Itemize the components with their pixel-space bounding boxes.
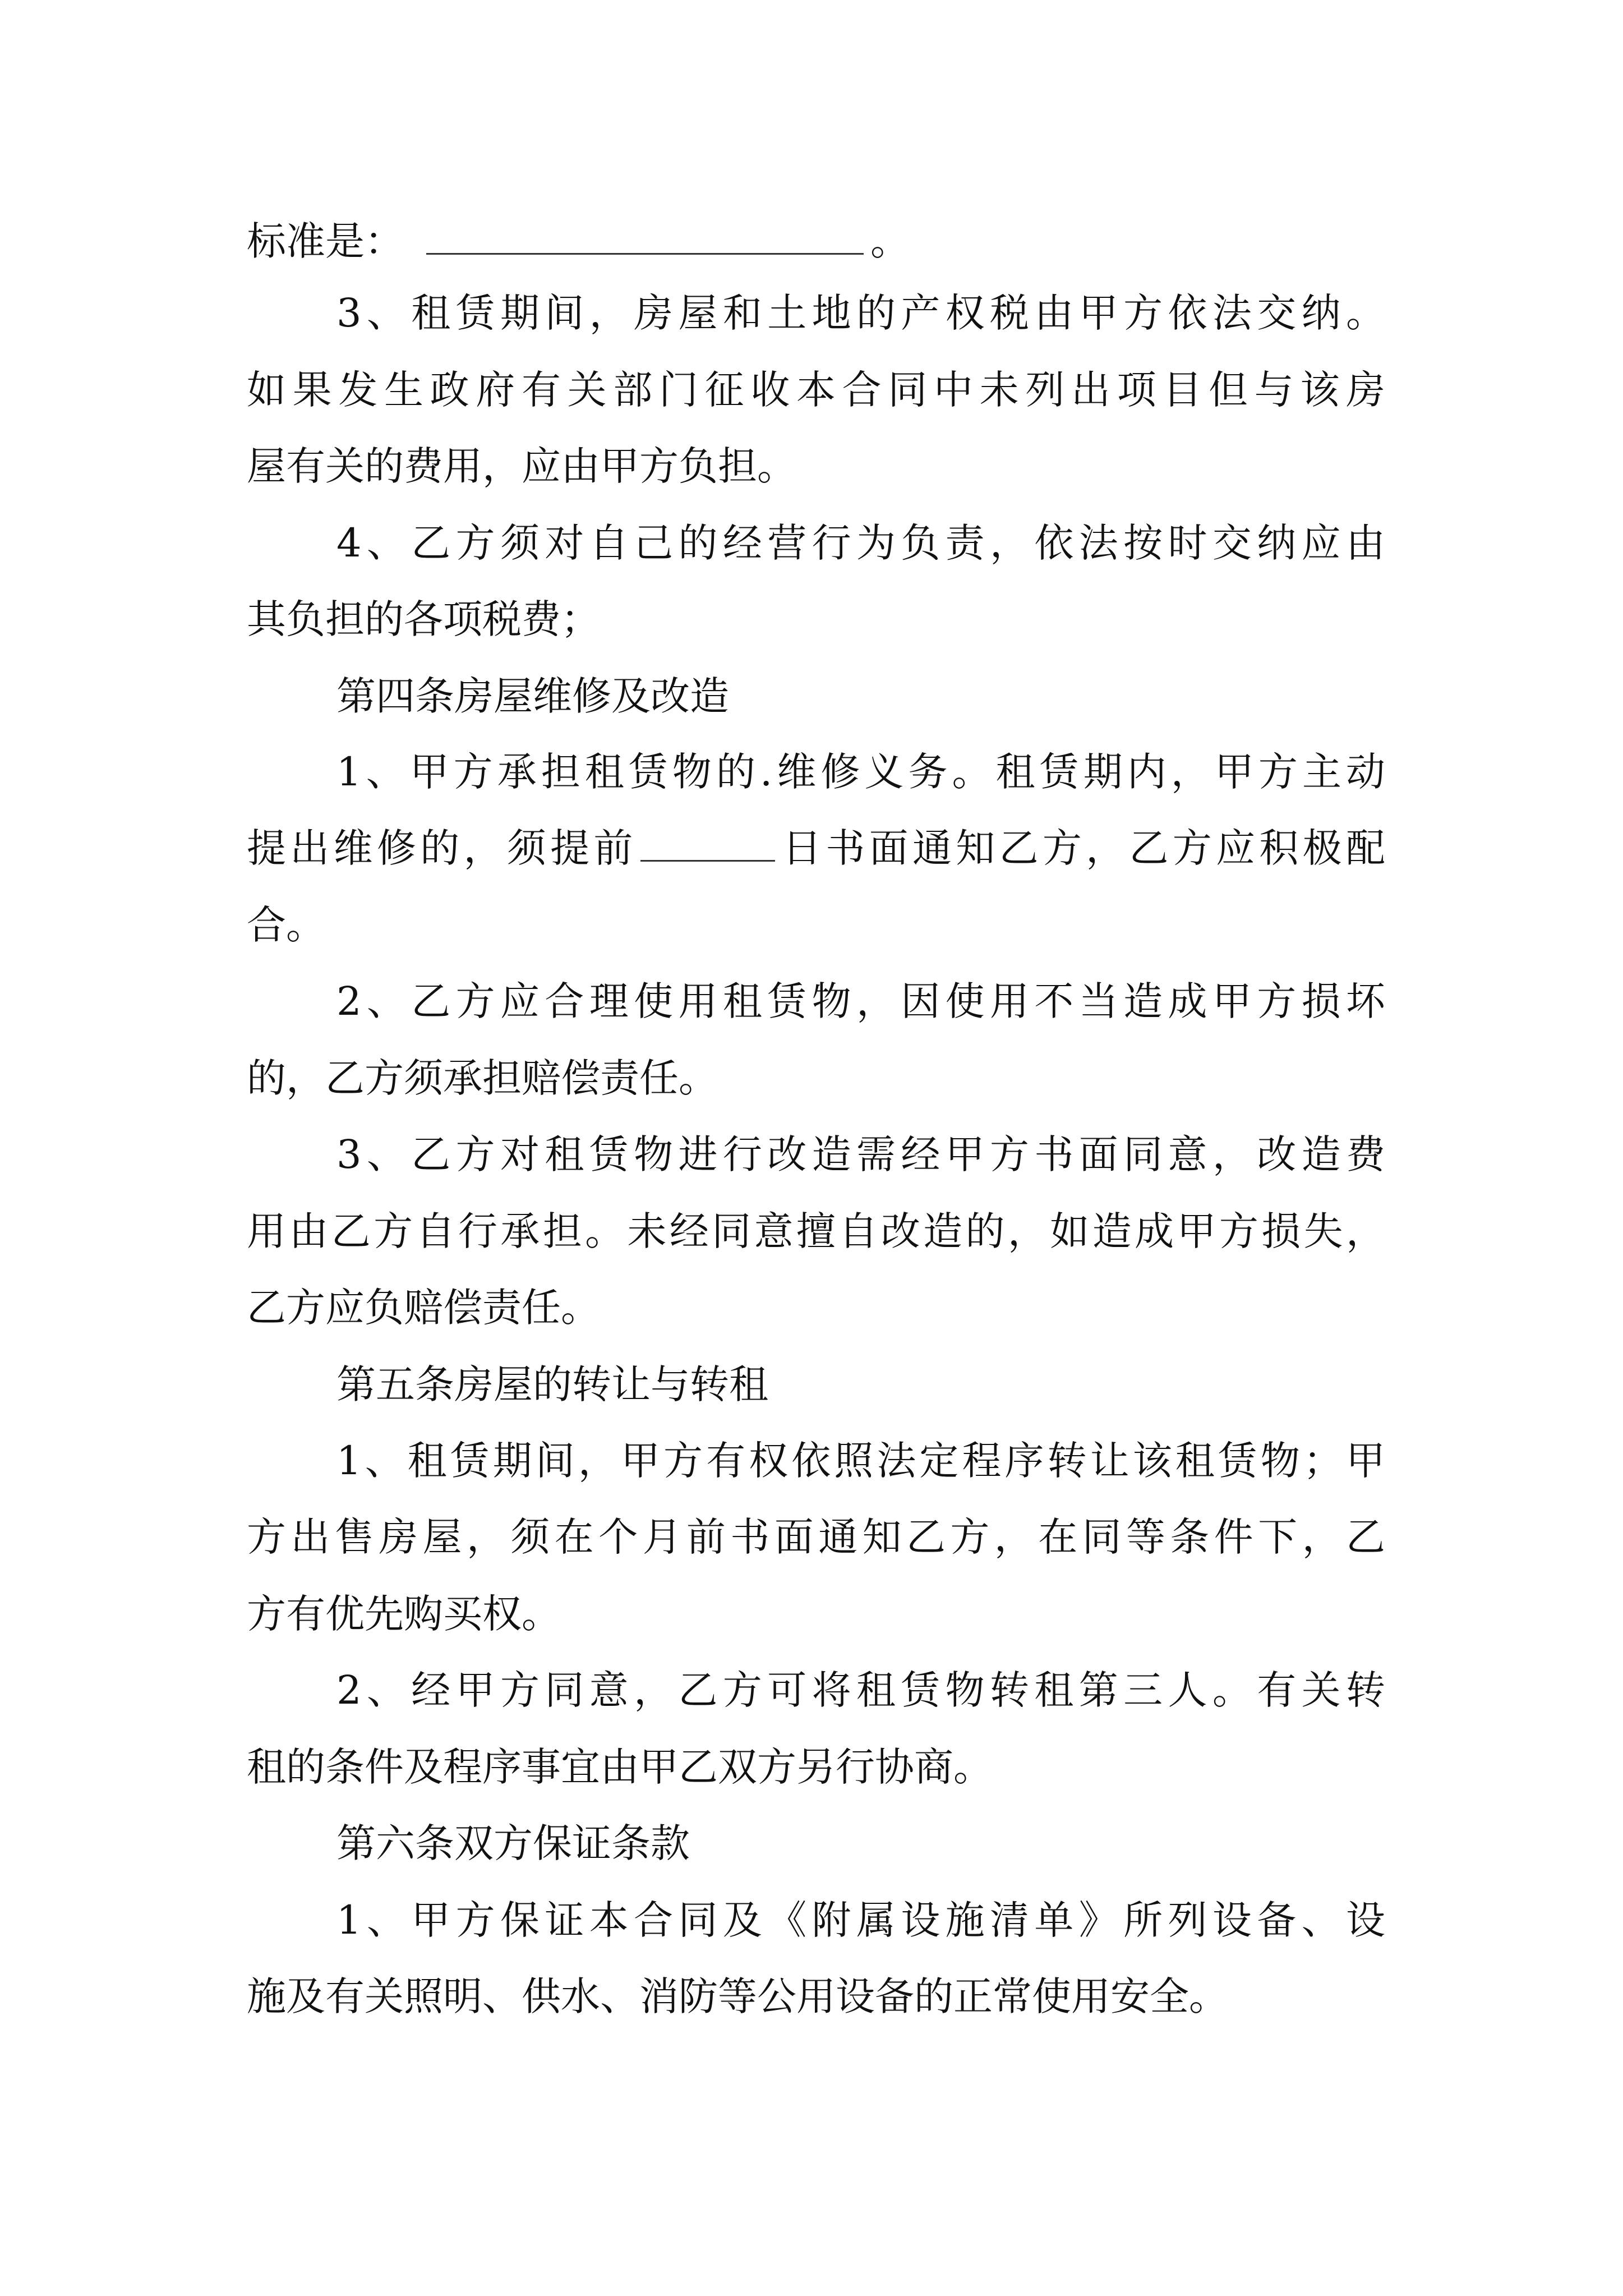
paragraph-line: 施及有关照明、供水、消防等公用设备的正常使用安全。 xyxy=(247,1973,1228,2019)
paragraph-line: 1、甲方承担租赁物的.维修义务。租赁期内，甲方主动 xyxy=(336,749,1385,795)
paragraph-line: 方有优先购买权。 xyxy=(247,1591,561,1637)
article-heading: 第四条房屋维修及改造 xyxy=(336,673,729,719)
paragraph-line: 4、乙方须对自己的经营行为负责，依法按时交纳应由 xyxy=(336,520,1385,566)
paragraph-line: 的，乙方须承担赔偿责任。 xyxy=(247,1055,718,1101)
paragraph-line: 其负担的各项税费； xyxy=(247,596,600,642)
paragraph-line xyxy=(247,820,1385,876)
article-heading: 第六条双方保证条款 xyxy=(336,1820,690,1866)
paragraph-line: 方出售房屋，须在个月前书面通知乙方，在同等条件下，乙 xyxy=(247,1514,1385,1560)
line-prefix: 提出维修的，须提前 xyxy=(247,825,637,871)
paragraph-line: 2、经甲方同意，乙方可将租赁物转租第三人。有关转 xyxy=(336,1667,1385,1713)
standard-suffix: 。 xyxy=(870,218,910,264)
paragraph-line: 合。 xyxy=(247,902,325,948)
paragraph-line: 如果发生政府有关部门征收本合同中未列出项目但与该房 xyxy=(247,367,1385,413)
standard-line xyxy=(247,213,1385,269)
fill-in-blank xyxy=(640,825,775,862)
article-heading: 第五条房屋的转让与转租 xyxy=(336,1361,768,1407)
paragraph-line: 屋有关的费用，应由甲方负担。 xyxy=(247,443,796,489)
paragraph-line: 1、甲方保证本合同及《附属设施清单》所列设备、设 xyxy=(336,1897,1385,1943)
paragraph-line: 2、乙方应合理使用租赁物，因使用不当造成甲方损坏 xyxy=(336,978,1385,1024)
paragraph-line: 3、租赁期间，房屋和土地的产权税由甲方依法交纳。 xyxy=(336,290,1385,336)
paragraph-line: 乙方应负赔偿责任。 xyxy=(247,1285,600,1331)
line-suffix: 日书面通知乙方，乙方应积极配 xyxy=(778,825,1385,871)
standard-label: 标准是： xyxy=(247,218,404,264)
paragraph-line: 3、乙方对租赁物进行改造需经甲方书面同意，改造费 xyxy=(336,1131,1385,1177)
paragraph-line: 用由乙方自行承担。未经同意擅自改造的，如造成甲方损失， xyxy=(247,1208,1385,1254)
fill-in-blank xyxy=(426,218,864,255)
paragraph-line: 租的条件及程序事宜由甲乙双方另行协商。 xyxy=(247,1744,993,1790)
paragraph-line: 1、租赁期间，甲方有权依照法定程序转让该租赁物；甲 xyxy=(336,1438,1385,1484)
